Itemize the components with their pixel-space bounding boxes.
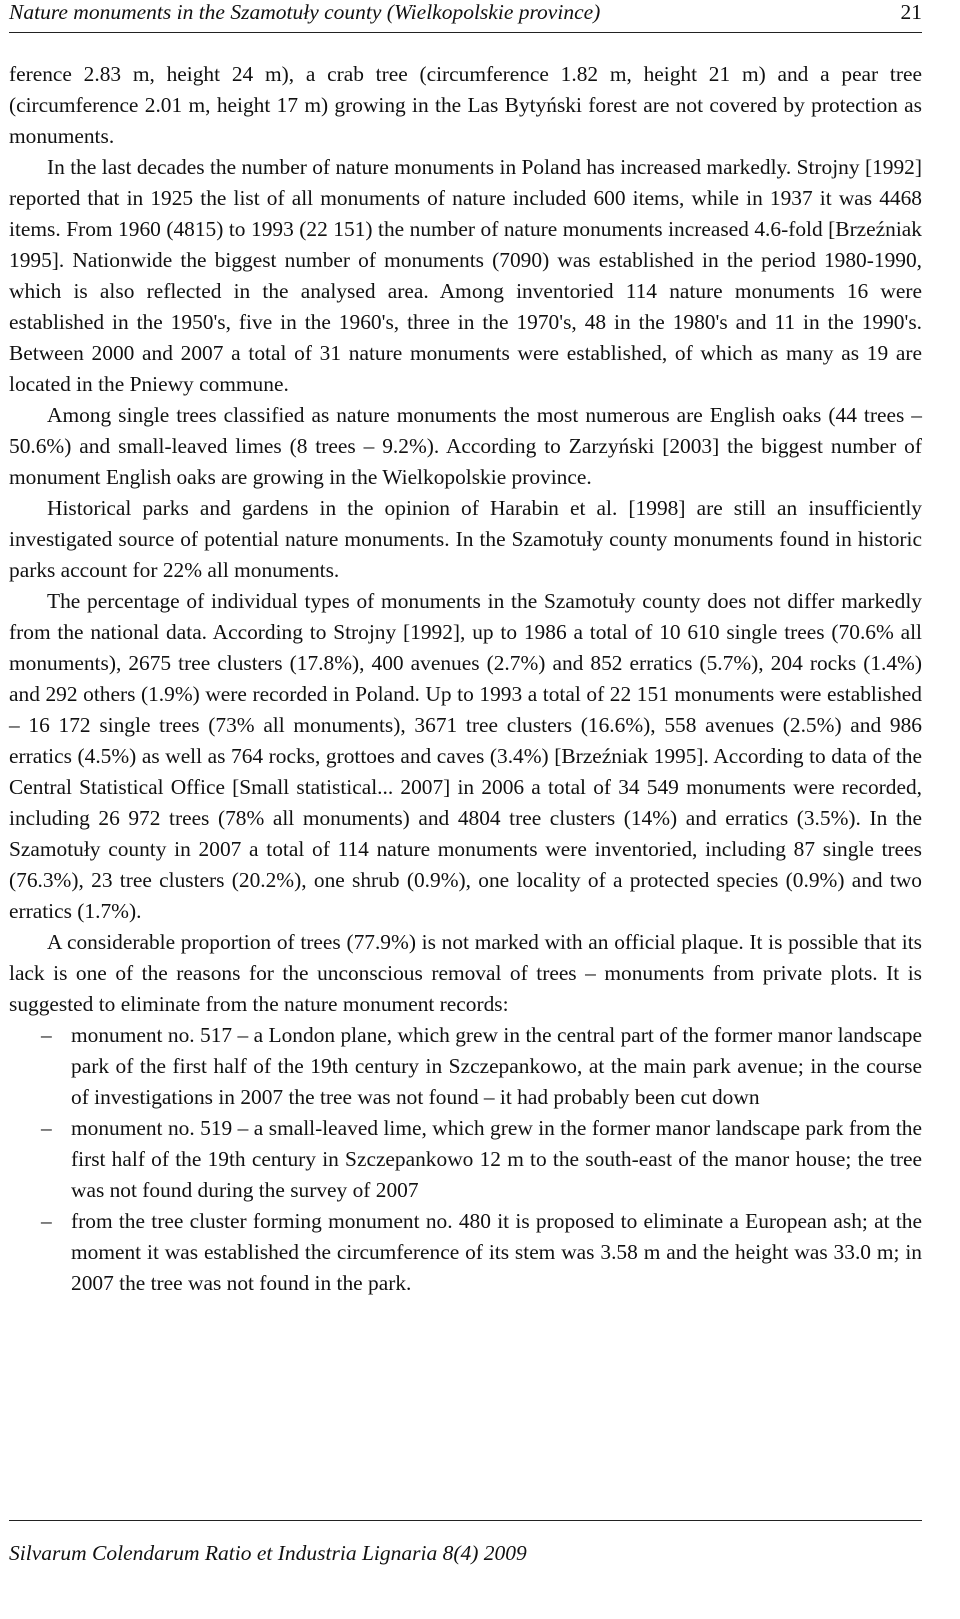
list-dash: –: [41, 1116, 52, 1140]
list-item: [9, 1020, 922, 1113]
body-text: [9, 59, 922, 1299]
list-dash: –: [41, 1023, 52, 1047]
paragraph: The percentage of individual types of monuments in the Szamotuły county does not differ markedly from the national data. According to Strojny [1992], up to 1986 a total of 10 610 single trees (70.6% all monuments), 2675 tree clusters (17.8%), 400 avenues (2.7%) and 852 erratics (5.7%), 204 rocks (1.4%) and 292 others (1.9%) were recorded in Poland. Up to 1993 a total of 22 151 monuments were established – 16 172 single trees (73% all monuments), 3671 tree clusters (16.6%), 558 avenues (2.5%) and 986 erratics (4.5%) as well as 764 rocks, grottoes and caves (3.4%) [Brzeźniak 1995]. According to data of the Central Statistical Office [Small statistical... 2007] in 2006 a total of 34 549 monuments were recorded, including 26 972 trees (78% all monuments) and 4804 tree clusters (14%) and erratics (3.5%). In the Szamotuły county in 2007 a total of 114 nature monuments were inventoried, including 87 single trees (76.3%), 23 tree clusters (20.2%), one shrub (0.9%), one locality of a protected species (0.9%) and two erratics (1.7%).: [9, 589, 922, 923]
footer-rule: [9, 1520, 922, 1521]
paragraph: In the last decades the number of nature monuments in Poland has increased markedly. Strojny [1992] reported that in 1925 the list of all monuments of nature included 600 items, while in 1937 it was 4468 items. From 1960 (4815) to 1993 (22 151) the number of nature monuments increased 4.6-fold [Brzeźniak 1995]. Nationwide the biggest number of monuments (7090) was established in the period 1980-1990, which is also reflected in the analysed area. Among inventoried 114 nature monuments 16 were established in the 1950's, five in the 1960's, three in the 1970's, 48 in the 1980's and 11 in the 1990's. Between 2000 and 2007 a total of 31 nature monuments were established, of which as many as 19 are located in the Pniewy commune.: [9, 155, 922, 396]
header-rule: [9, 32, 922, 33]
running-title: Nature monuments in the Szamotuły county (Wielkopolskie province): [9, 0, 601, 24]
list-item-text: monument no. 519 – a small-leaved lime, which grew in the former manor landscape park from the first half of the 19th century in Szczepankowo 12 m to the south-east of the manor house; the tree was not found during the survey of 2007: [71, 1116, 922, 1202]
list-item: [9, 1113, 922, 1206]
list-item-text: from the tree cluster forming monument no. 480 it is proposed to eliminate a European ash; at the moment it was established the circumference of its stem was 3.58 m and the height was 33.0 m; in 2007 the tree was not found in the park.: [71, 1209, 922, 1295]
paragraph: ference 2.83 m, height 24 m), a crab tree (circumference 1.82 m, height 21 m) and a pear tree (circumference 2.01 m, height 17 m) growing in the Las Bytyński forest are not covered by protection as monuments.: [9, 62, 922, 148]
page-number: 21: [900, 0, 922, 24]
journal-footer: Silvarum Colendarum Ratio et Industria Lignaria 8(4) 2009: [9, 1541, 527, 1565]
running-header: [9, 0, 922, 26]
paragraph: A considerable proportion of trees (77.9%) is not marked with an official plaque. It is possible that its lack is one of the reasons for the unconscious removal of trees – monuments from private plots. It is suggested to eliminate from the nature monument records:: [9, 930, 922, 1016]
list-item-text: monument no. 517 – a London plane, which grew in the central part of the former manor landscape park of the first half of the 19th century in Szczepankowo, at the main park avenue; in the course of investigations in 2007 the tree was not found – it had probably been cut down: [71, 1023, 922, 1109]
elimination-list: [9, 1020, 922, 1299]
paragraph: Among single trees classified as nature monuments the most numerous are English oaks (44 trees – 50.6%) and small-leaved limes (8 trees – 9.2%). According to Zarzyński [2003] the biggest number of monument English oaks are growing in the Wielkopolskie province.: [9, 403, 922, 489]
list-dash: –: [41, 1209, 52, 1233]
list-item: [9, 1206, 922, 1299]
paragraph: Historical parks and gardens in the opinion of Harabin et al. [1998] are still an insufficiently investigated source of potential nature monuments. In the Szamotuły county monuments found in historic parks account for 22% all monuments.: [9, 496, 922, 582]
